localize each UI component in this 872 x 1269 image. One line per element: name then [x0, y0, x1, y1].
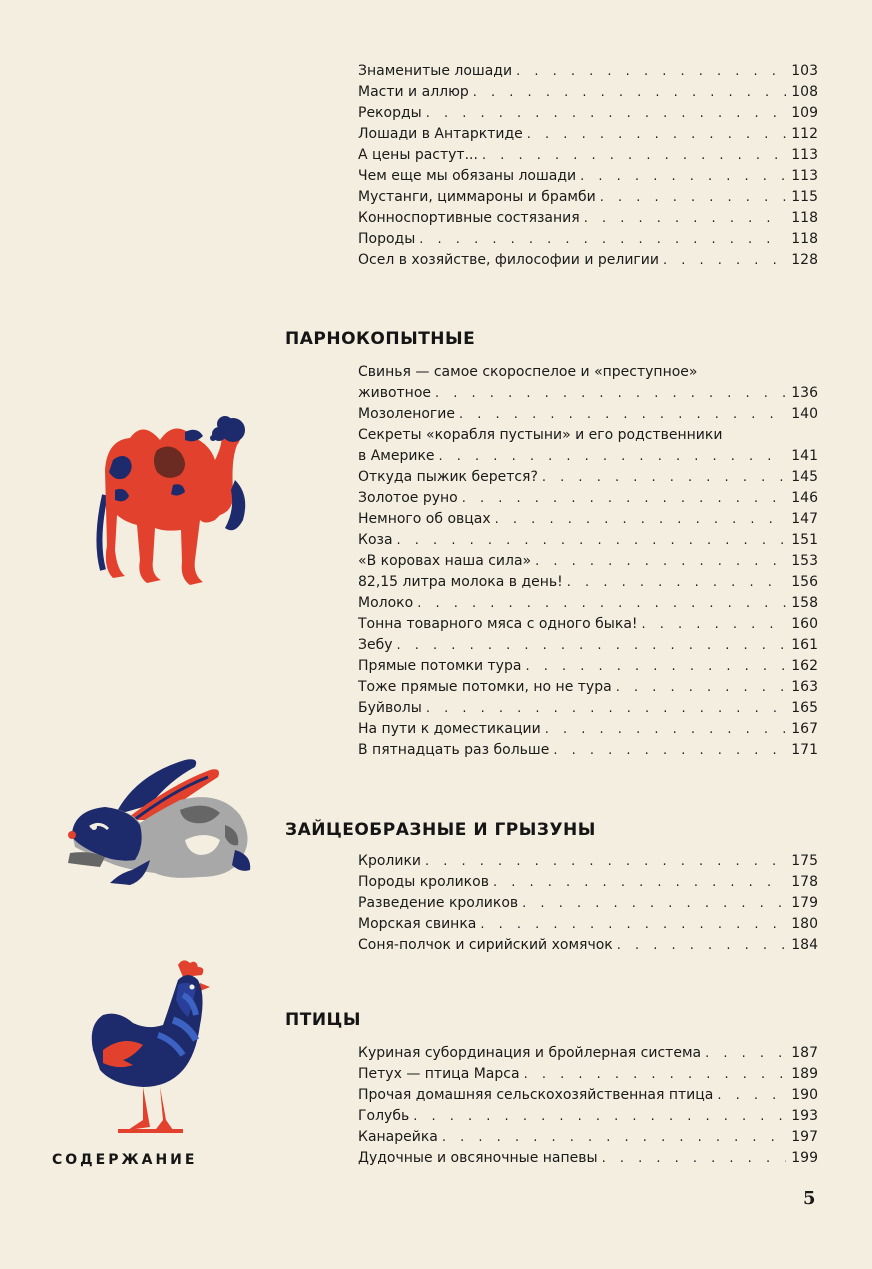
- toc-entry[interactable]: [358, 530, 818, 551]
- toc-leader-dots: [580, 166, 786, 187]
- toc-entry-page: 145: [791, 469, 818, 485]
- toc-entry-title: Разведение кроликов: [358, 895, 519, 911]
- toc-entry[interactable]: [358, 61, 818, 82]
- toc-entry-page: 189: [791, 1066, 818, 1082]
- toc-entry[interactable]: [358, 208, 818, 229]
- toc-entry-page: 160: [791, 616, 818, 632]
- toc-entry[interactable]: [358, 467, 818, 488]
- toc-entry-title: Масти и аллюр: [358, 84, 469, 100]
- toc-leader-dots: [524, 1064, 786, 1085]
- toc-entry-page: 156: [791, 574, 818, 590]
- section-heading-rodents: ЗАЙЦЕОБРАЗНЫЕ И ГРЫЗУНЫ: [285, 820, 596, 840]
- toc-entry[interactable]: [358, 1148, 818, 1169]
- rooster-icon: [88, 955, 218, 1140]
- toc-entry[interactable]: [358, 82, 818, 103]
- toc-entry-page: 162: [791, 658, 818, 674]
- toc-leader-dots: [527, 124, 786, 145]
- toc-entry-title: Соня-полчок и сирийский хомячок: [358, 937, 613, 953]
- toc-leader-dots: [419, 229, 786, 250]
- toc-entry-page: 108: [791, 84, 818, 100]
- toc-entry-title: А цены растут...: [358, 147, 478, 163]
- toc-entry-page: 180: [791, 916, 818, 932]
- toc-entry[interactable]: [358, 509, 818, 530]
- toc-entry-title: Свинья — самое скороспелое и «преступное»: [358, 364, 698, 380]
- toc-entry-title: Знаменитые лошади: [358, 63, 513, 79]
- toc-entry-page: 141: [791, 448, 818, 464]
- toc-entry-page: 118: [791, 210, 818, 226]
- toc-entry-title: Канарейка: [358, 1129, 438, 1145]
- toc-entry-title: «В коровах наша сила»: [358, 553, 532, 569]
- toc-entry-page: 197: [791, 1129, 818, 1145]
- birds-entries: [358, 1043, 818, 1169]
- toc-entry-page: 140: [791, 406, 818, 422]
- toc-entry-page: 171: [791, 742, 818, 758]
- toc-entry-page: 103: [791, 63, 818, 79]
- toc-entry-page: 167: [791, 721, 818, 737]
- toc-leader-dots: [663, 250, 786, 271]
- toc-leader-dots: [493, 872, 786, 893]
- toc-leader-dots: [480, 914, 786, 935]
- toc-leader-dots: [535, 551, 786, 572]
- toc-entry-page: 199: [791, 1150, 818, 1166]
- toc-entry-title: Откуда пыжик берется?: [358, 469, 538, 485]
- contents-label: СОДЕРЖАНИЕ: [52, 1152, 198, 1168]
- toc-leader-dots: [426, 103, 786, 124]
- toc-leader-dots: [717, 1085, 786, 1106]
- toc-leader-dots: [553, 740, 786, 761]
- toc-entry[interactable]: [358, 593, 818, 614]
- toc-entry[interactable]: [358, 145, 818, 166]
- toc-entry-title: Рекорды: [358, 105, 422, 121]
- toc-leader-dots: [602, 1148, 786, 1169]
- toc-entry[interactable]: [358, 103, 818, 124]
- toc-entry[interactable]: [358, 740, 818, 761]
- toc-entry-page: 109: [791, 105, 818, 121]
- toc-entry-page: 147: [791, 511, 818, 527]
- toc-entry-page: 158: [791, 595, 818, 611]
- toc-leader-dots: [616, 677, 786, 698]
- toc-entry[interactable]: [358, 250, 818, 271]
- toc-leader-dots: [584, 208, 786, 229]
- toc-entry-page: 178: [791, 874, 818, 890]
- toc-leader-dots: [617, 935, 786, 956]
- toc-entry[interactable]: [358, 1064, 818, 1085]
- toc-entry[interactable]: [358, 851, 818, 872]
- toc-entry-page: 151: [791, 532, 818, 548]
- toc-entry-title: Немного об овцах: [358, 511, 491, 527]
- toc-leader-dots: [426, 698, 786, 719]
- toc-entry-page: 112: [791, 126, 818, 142]
- toc-entry-title: Секреты «корабля пустыни» и его родственники: [358, 427, 723, 443]
- section-heading-birds: ПТИЦЫ: [285, 1010, 361, 1030]
- toc-entry-title: На пути к доместикации: [358, 721, 541, 737]
- page-number: 5: [803, 1188, 816, 1209]
- toc-entry-page: 175: [791, 853, 818, 869]
- toc-entry-page: 179: [791, 895, 818, 911]
- toc-leader-dots: [439, 446, 786, 467]
- rabbit-icon: [60, 755, 255, 895]
- toc-entry[interactable]: [358, 446, 818, 467]
- toc-entry[interactable]: [358, 677, 818, 698]
- toc-entry[interactable]: [358, 551, 818, 572]
- toc-entry-page: 187: [791, 1045, 818, 1061]
- toc-leader-dots: [417, 593, 786, 614]
- toc-entry-page: 193: [791, 1108, 818, 1124]
- toc-leader-dots: [413, 1106, 786, 1127]
- toc-leader-dots: [600, 187, 786, 208]
- toc-entry-page: 146: [791, 490, 818, 506]
- toc-entry[interactable]: [358, 719, 818, 740]
- artiodactyls-entries: [358, 362, 818, 761]
- toc-entry-page: 113: [791, 147, 818, 163]
- toc-entry-title: Прочая домашняя сельскохозяйственная птица: [358, 1087, 714, 1103]
- toc-entry-title: Осел в хозяйстве, философии и религии: [358, 252, 659, 268]
- toc-entry-title: животное: [358, 385, 432, 401]
- section-heading-artiodactyls: ПАРНОКОПЫТНЫЕ: [285, 329, 476, 349]
- toc-entry-title: Петух — птица Марса: [358, 1066, 520, 1082]
- toc-entry[interactable]: [358, 698, 818, 719]
- toc-entry[interactable]: [358, 914, 818, 935]
- toc-entry-list: [358, 383, 818, 761]
- toc-entry-page: 128: [791, 252, 818, 268]
- toc-entry[interactable]: [358, 488, 818, 509]
- toc-entry-title: Золотое руно: [358, 490, 458, 506]
- toc-entry-page: 184: [791, 937, 818, 953]
- toc-leader-dots: [397, 530, 786, 551]
- toc-entry[interactable]: [358, 404, 818, 425]
- toc-entry-title: Молоко: [358, 595, 414, 611]
- toc-leader-dots: [442, 1127, 786, 1148]
- toc-entry-title: В пятнадцать раз больше: [358, 742, 550, 758]
- toc-entry-title: в Америке: [358, 448, 435, 464]
- toc-entry-title: Коза: [358, 532, 393, 548]
- toc-entry[interactable]: [358, 893, 818, 914]
- toc-entry[interactable]: [358, 425, 818, 446]
- toc-leader-dots: [525, 656, 786, 677]
- toc-entry[interactable]: [358, 124, 818, 145]
- toc-entry[interactable]: [358, 572, 818, 593]
- toc-entry-page: 190: [791, 1087, 818, 1103]
- toc-leader-dots: [459, 404, 786, 425]
- toc-entry[interactable]: [358, 383, 818, 404]
- toc-entry[interactable]: [358, 1127, 818, 1148]
- toc-entry-title: Морская свинка: [358, 916, 477, 932]
- toc-leader-dots: [425, 851, 786, 872]
- toc-leader-dots: [495, 509, 786, 530]
- toc-entry-title: Породы кроликов: [358, 874, 489, 890]
- toc-entry-title: Чем еще мы обязаны лошади: [358, 168, 577, 184]
- toc-entry[interactable]: [358, 1106, 818, 1127]
- toc-entry[interactable]: [358, 635, 818, 656]
- rodents-entries: [358, 851, 818, 956]
- toc-entry[interactable]: [358, 935, 818, 956]
- toc-entry-title: 82,15 литра молока в день!: [358, 574, 563, 590]
- toc-leader-dots: [567, 572, 786, 593]
- toc-entry-page: 118: [791, 231, 818, 247]
- toc-entry[interactable]: [358, 229, 818, 250]
- toc-entry[interactable]: [358, 1043, 818, 1064]
- toc-entry[interactable]: [358, 872, 818, 893]
- toc-entry[interactable]: [358, 166, 818, 187]
- toc-entry-page: 165: [791, 700, 818, 716]
- toc-entry-page: 113: [791, 168, 818, 184]
- toc-leader-dots: [642, 614, 786, 635]
- toc-leader-dots: [705, 1043, 786, 1064]
- toc-leader-dots: [482, 145, 786, 166]
- horse-entries: [358, 61, 818, 271]
- toc-entry-page: 115: [791, 189, 818, 205]
- toc-entry-page: 163: [791, 679, 818, 695]
- toc-entry-title: Кролики: [358, 853, 421, 869]
- toc-entry-title: Породы: [358, 231, 416, 247]
- toc-leader-dots: [397, 635, 786, 656]
- toc-leader-dots: [545, 719, 786, 740]
- toc-entry[interactable]: [358, 187, 818, 208]
- toc-entry-title: Тонна товарного мяса с одного быка!: [358, 616, 638, 632]
- toc-entry-title: Мустанги, циммароны и брамби: [358, 189, 596, 205]
- toc-entry-page: 136: [791, 385, 818, 401]
- toc-entry-title: Буйволы: [358, 700, 422, 716]
- toc-entry[interactable]: [358, 1085, 818, 1106]
- toc-entry-page: 161: [791, 637, 818, 653]
- toc-leader-dots: [435, 383, 786, 404]
- toc-leader-dots: [542, 467, 786, 488]
- toc-leader-dots: [473, 82, 786, 103]
- camel-icon: [85, 400, 250, 595]
- toc-entry[interactable]: [358, 362, 818, 383]
- toc-entry-page: 153: [791, 553, 818, 569]
- toc-entry-title: Тоже прямые потомки, но не тура: [358, 679, 612, 695]
- toc-entry-title: Лошади в Антарктиде: [358, 126, 523, 142]
- toc-leader-dots: [462, 488, 786, 509]
- toc-entry[interactable]: [358, 656, 818, 677]
- toc-entry-title: Куриная субординация и бройлерная система: [358, 1045, 702, 1061]
- toc-entry-title: Зебу: [358, 637, 393, 653]
- toc-entry[interactable]: [358, 614, 818, 635]
- toc-entry-title: Дудочные и овсяночные напевы: [358, 1150, 598, 1166]
- toc-entry-title: Прямые потомки тура: [358, 658, 522, 674]
- toc-entry-title: Конноспортивные состязания: [358, 210, 580, 226]
- toc-leader-dots: [516, 61, 786, 82]
- toc-entry-title: Голубь: [358, 1108, 410, 1124]
- toc-leader-dots: [522, 893, 786, 914]
- toc-entry-title: Мозоленогие: [358, 406, 456, 422]
